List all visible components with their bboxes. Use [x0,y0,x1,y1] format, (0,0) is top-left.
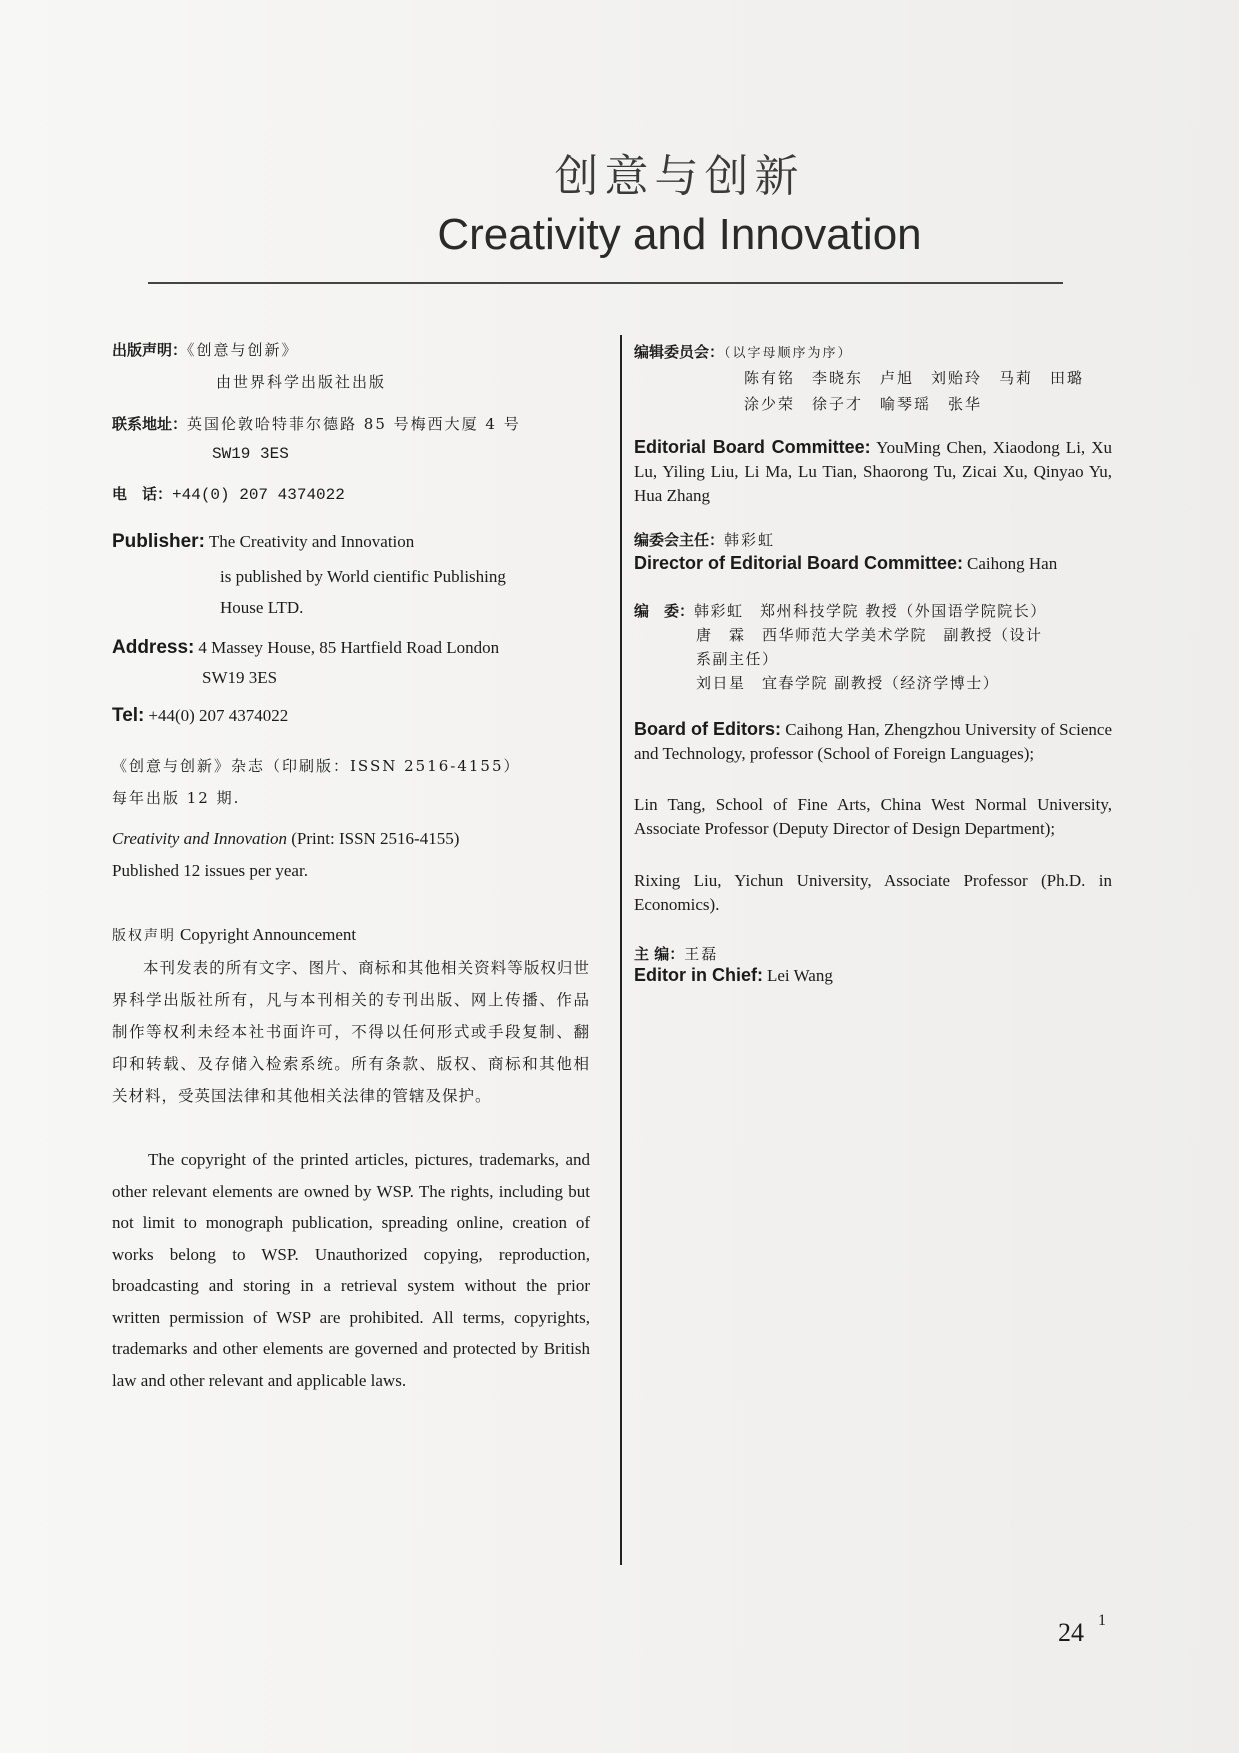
editors-cn [634,599,1047,623]
column-divider [620,335,622,1565]
address-label: Address: [112,637,195,658]
copyright-heading-cn: 版权声明 [112,928,176,944]
director-cn-label: 编委会主任： [634,531,725,549]
editor-cn-1: 韩彩虹 郑州科技学院 教授（外国语学院院长） [694,602,1047,620]
board-editor-en-1: Caihong Han, Zhengzhou University of Science and Technology, professor (School of Foreign Languages); [634,720,1113,763]
tel-value: +44(0) 207 4374022 [148,706,289,725]
phone-cn-value: +44(0) 207 4374022 [172,486,345,504]
editor-cn-2: 唐 霖 西华师范大学美术学院 副教授（设计 [696,626,1043,644]
page-number: 24 [1058,1618,1084,1647]
journal-title-english: Creativity and Innovation [437,210,922,259]
page-number-superscript: 1 [1098,1612,1106,1629]
editors-cn-label: 编 委： [634,602,695,620]
publication-statement-line2: 由世界科学出版社出版 [216,373,387,391]
address-line2: SW19 3ES [202,668,278,687]
publisher-label: Publisher: [112,531,205,552]
copyright-paragraph-cn: 本刊发表的所有文字、图片、商标和其他相关资料等版权归世界科学出版社所有，凡与本刊相关的专刊出版、网上传播、作品制作等权利未经本社书面许可，不得以任何形式或手段复制、翻印和转载、及存储入检索系统。所有条款、版权、商标和其他相关材料，受英国法律和其他相关法律的管辖及保护。 [112,959,590,1105]
copyright-heading [112,925,356,945]
editorial-board-cn-names1: 陈有铭 李晓东 卢旭 刘贻玲 马莉 田璐 [744,369,1085,387]
director-cn [634,529,775,550]
issn-cn-line2: 每年出版 12 期. [112,789,241,807]
address-line1: 4 Massey House, 85 Hartfield Road London [198,638,500,657]
copyright-paragraph-en: The copyright of the printed articles, pictures, trademarks, and other relevant elements are owned by WSP. The rights, including but not limit to monograph publication, spreading online, creation of works belong to WSP. Unauthorized copying, reproduction, broadcasting and storing in a retrieval system without the prior written permission of WSP are prohibited. All terms, copyrights, trademarks and other elements are governed and protected by British law and other relevant and applicable laws. [112,1150,590,1390]
chief-editor-en [634,965,833,986]
editor-cn-3: 刘日星 宜春学院 副教授（经济学博士） [696,674,1000,692]
issn-cn-line1: 《创意与创新》杂志（印刷版：ISSN 2516-4155） [112,757,521,775]
issn-en-line1 [112,829,459,849]
issn-en-line2: Published 12 issues per year. [112,861,308,880]
board-of-editors-en [634,717,1112,766]
director-cn-value: 韩彩虹 [724,531,776,549]
contact-address-cn [112,413,521,434]
tel-en [112,705,288,727]
editorial-board-cn-label: 编辑委员会： [634,343,725,361]
board-of-editors-label: Board of Editors: [634,719,782,739]
journal-title-chinese: 创意与创新 [554,151,805,202]
editor-cn-2b: 系副主任） [696,650,779,668]
editorial-board-cn-note: （以字母顺序为序） [724,346,853,361]
chief-editor-en-value: Lei Wang [767,966,833,985]
contact-address-line1: 英国伦敦哈特菲尔德路 85 号梅西大厦 4 号 [187,415,521,433]
editorial-board-en-label: Editorial Board Committee: [634,437,871,457]
title-divider [148,282,1063,284]
publisher-line1: The Creativity and Innovation [208,532,415,551]
contact-address-line2: SW19 3ES [212,445,289,463]
phone-cn-label: 电 话： [112,485,173,503]
publication-statement-line1: 《创意与创新》 [187,341,299,359]
journal-name-italic: Creativity and Innovation [112,829,288,848]
publisher-line3: House LTD. [220,598,304,617]
editorial-board-cn-names2: 涂少荣 徐子才 喻琴瑶 张华 [744,395,983,413]
publication-statement-cn [112,339,299,360]
tel-label: Tel: [112,705,145,726]
chief-editor-cn-value: 王磊 [684,945,719,963]
editorial-board-en [634,435,1112,508]
chief-editor-en-label: Editor in Chief: [634,965,763,985]
chief-editor-cn-label: 主 编： [634,945,685,963]
director-en [634,553,1057,574]
publisher-en [112,531,414,553]
chief-editor-cn [634,943,718,964]
director-en-value: Caihong Han [967,554,1058,573]
editorial-board-en-names: YouMing Chen, Xiaodong Li, Xu Lu, Yiling Liu, Li Ma, Lu Tian, Shaorong Tu, Zicai Xu, Qinyao Yu, Hua Zhang [634,438,1112,505]
publisher-line2: is published by World cientific Publishing [220,567,506,586]
copyright-heading-en: Copyright Announcement [180,925,357,944]
issn-en-print: (Print: ISSN 2516-4155) [287,829,460,848]
board-editor-en-2: Lin Tang, School of Fine Arts, China West Normal University, Associate Professor (Deputy Director of Design Department); [634,795,1112,838]
editorial-board-cn [634,341,853,362]
publication-statement-label: 出版声明： [112,341,188,359]
phone-cn [112,483,345,504]
board-editor-en-3: Rixing Liu, Yichun University, Associate Professor (Ph.D. in Economics). [634,871,1112,914]
contact-address-label: 联系地址： [112,415,188,433]
director-en-label: Director of Editorial Board Committee: [634,553,964,573]
address-en [112,637,499,659]
